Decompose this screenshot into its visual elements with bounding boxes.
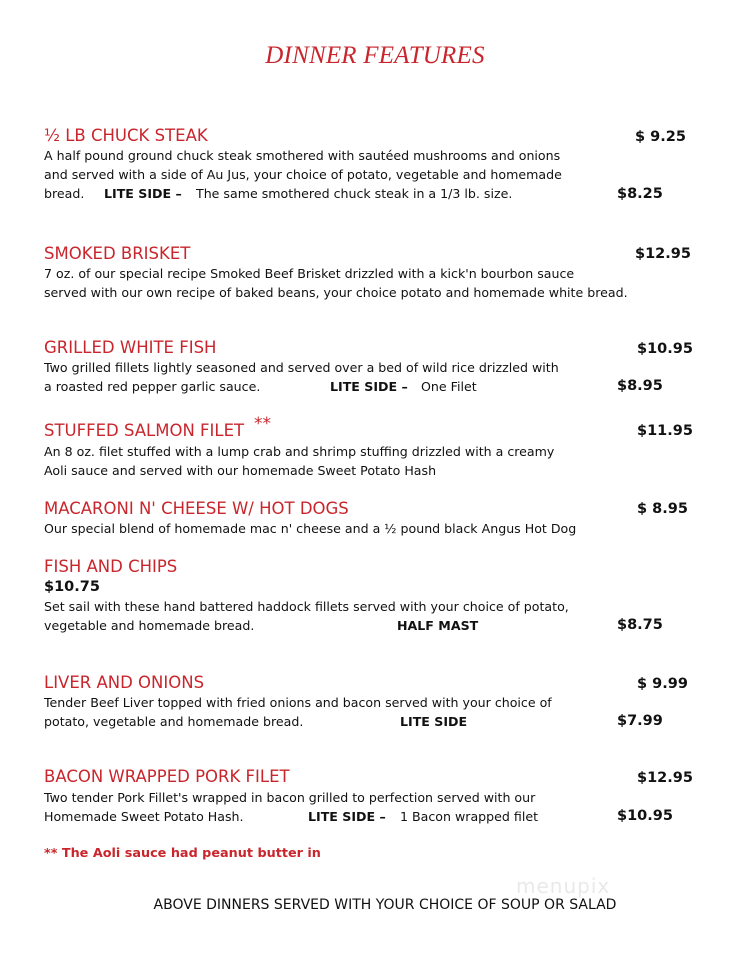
lite-side-label: LITE SIDE bbox=[400, 714, 468, 729]
lite-side-text: The same smothered chuck steak in a 1/3 lb. size. bbox=[196, 186, 513, 201]
allergy-stars: ** bbox=[254, 414, 271, 434]
item-desc-line: Two grilled fillets lightly seasoned and served over a bed of wild rice drizzled with bbox=[44, 360, 559, 375]
item-name-liver-and-onions: LIVER AND ONIONS bbox=[44, 673, 205, 692]
item-desc-line: Set sail with these hand battered haddock fillets served with your choice of potato, bbox=[44, 599, 569, 614]
item-price-macaroni-hot-dogs: $ 8.95 bbox=[637, 501, 688, 517]
item-name-smoked-brisket: SMOKED BRISKET bbox=[44, 244, 191, 263]
item-price-fish-and-chips: $10.75 bbox=[44, 579, 100, 595]
item-name-stuffed-salmon-filet: STUFFED SALMON FILET bbox=[44, 421, 245, 440]
lite-side-price: $10.95 bbox=[617, 808, 673, 824]
lite-side-text: 1 Bacon wrapped filet bbox=[400, 809, 539, 824]
item-desc-line: Tender Beef Liver topped with fried onions and bacon served with your choice of bbox=[44, 695, 552, 710]
item-name-chuck-steak: ½ LB CHUCK STEAK bbox=[44, 126, 208, 145]
item-name-bacon-wrapped-pork-filet: BACON WRAPPED PORK FILET bbox=[44, 767, 290, 786]
item-name-fish-and-chips: FISH AND CHIPS bbox=[44, 557, 178, 576]
allergy-note: ** The Aoli sauce had peanut butter in bbox=[44, 846, 321, 861]
item-name-macaroni-hot-dogs: MACARONI N' CHEESE W/ HOT DOGS bbox=[44, 499, 349, 518]
item-desc-line: Two tender Pork Fillet's wrapped in bacon grilled to perfection served with our bbox=[44, 790, 536, 805]
item-desc-line: 7 oz. of our special recipe Smoked Beef Brisket drizzled with a kick'n bourbon sauce bbox=[44, 266, 575, 281]
item-desc-line: Our special blend of homemade mac n' cheese and a ½ pound black Angus Hot Dog bbox=[44, 521, 577, 536]
watermark: menupix bbox=[516, 874, 611, 898]
lite-side-label: LITE SIDE – bbox=[330, 379, 408, 394]
item-desc-line: bread. bbox=[44, 186, 85, 201]
lite-side-price: $8.25 bbox=[617, 186, 663, 202]
item-price-bacon-wrapped-pork-filet: $12.95 bbox=[637, 770, 693, 786]
item-price-stuffed-salmon-filet: $11.95 bbox=[637, 423, 693, 439]
item-desc-line: vegetable and homemade bread. bbox=[44, 618, 255, 633]
page-title: DINNER FEATURES bbox=[265, 42, 485, 69]
half-mast-label: HALF MAST bbox=[397, 618, 479, 633]
lite-side-label: LITE SIDE – bbox=[308, 809, 386, 824]
item-desc-line: and served with a side of Au Jus, your choice of potato, vegetable and homemade bbox=[44, 167, 562, 182]
item-desc-line: An 8 oz. filet stuffed with a lump crab and shrimp stuffing drizzled with a creamy bbox=[44, 444, 555, 459]
item-name-grilled-white-fish: GRILLED WHITE FISH bbox=[44, 338, 217, 357]
footer-note: ABOVE DINNERS SERVED WITH YOUR CHOICE OF SOUP OR SALAD bbox=[153, 897, 617, 913]
item-price-grilled-white-fish: $10.95 bbox=[637, 341, 693, 357]
lite-side-text: One Filet bbox=[421, 379, 477, 394]
item-price-chuck-steak: $ 9.25 bbox=[635, 129, 686, 145]
lite-side-price: $7.99 bbox=[617, 713, 663, 729]
item-desc-line: a roasted red pepper garlic sauce. bbox=[44, 379, 261, 394]
item-desc-line: Homemade Sweet Potato Hash. bbox=[44, 809, 244, 824]
lite-side-label: LITE SIDE – bbox=[104, 186, 182, 201]
lite-side-price: $8.95 bbox=[617, 378, 663, 394]
item-desc-line: Aoli sauce and served with our homemade Sweet Potato Hash bbox=[44, 463, 437, 478]
item-price-smoked-brisket: $12.95 bbox=[635, 246, 691, 262]
item-desc-line: potato, vegetable and homemade bread. bbox=[44, 714, 304, 729]
item-desc-line: A half pound ground chuck steak smothered with sautéed mushrooms and onions bbox=[44, 148, 561, 163]
item-price-liver-and-onions: $ 9.99 bbox=[637, 676, 688, 692]
half-mast-price: $8.75 bbox=[617, 617, 663, 633]
item-desc-line: served with our own recipe of baked beans, your choice potato and homemade white bread. bbox=[44, 285, 628, 300]
